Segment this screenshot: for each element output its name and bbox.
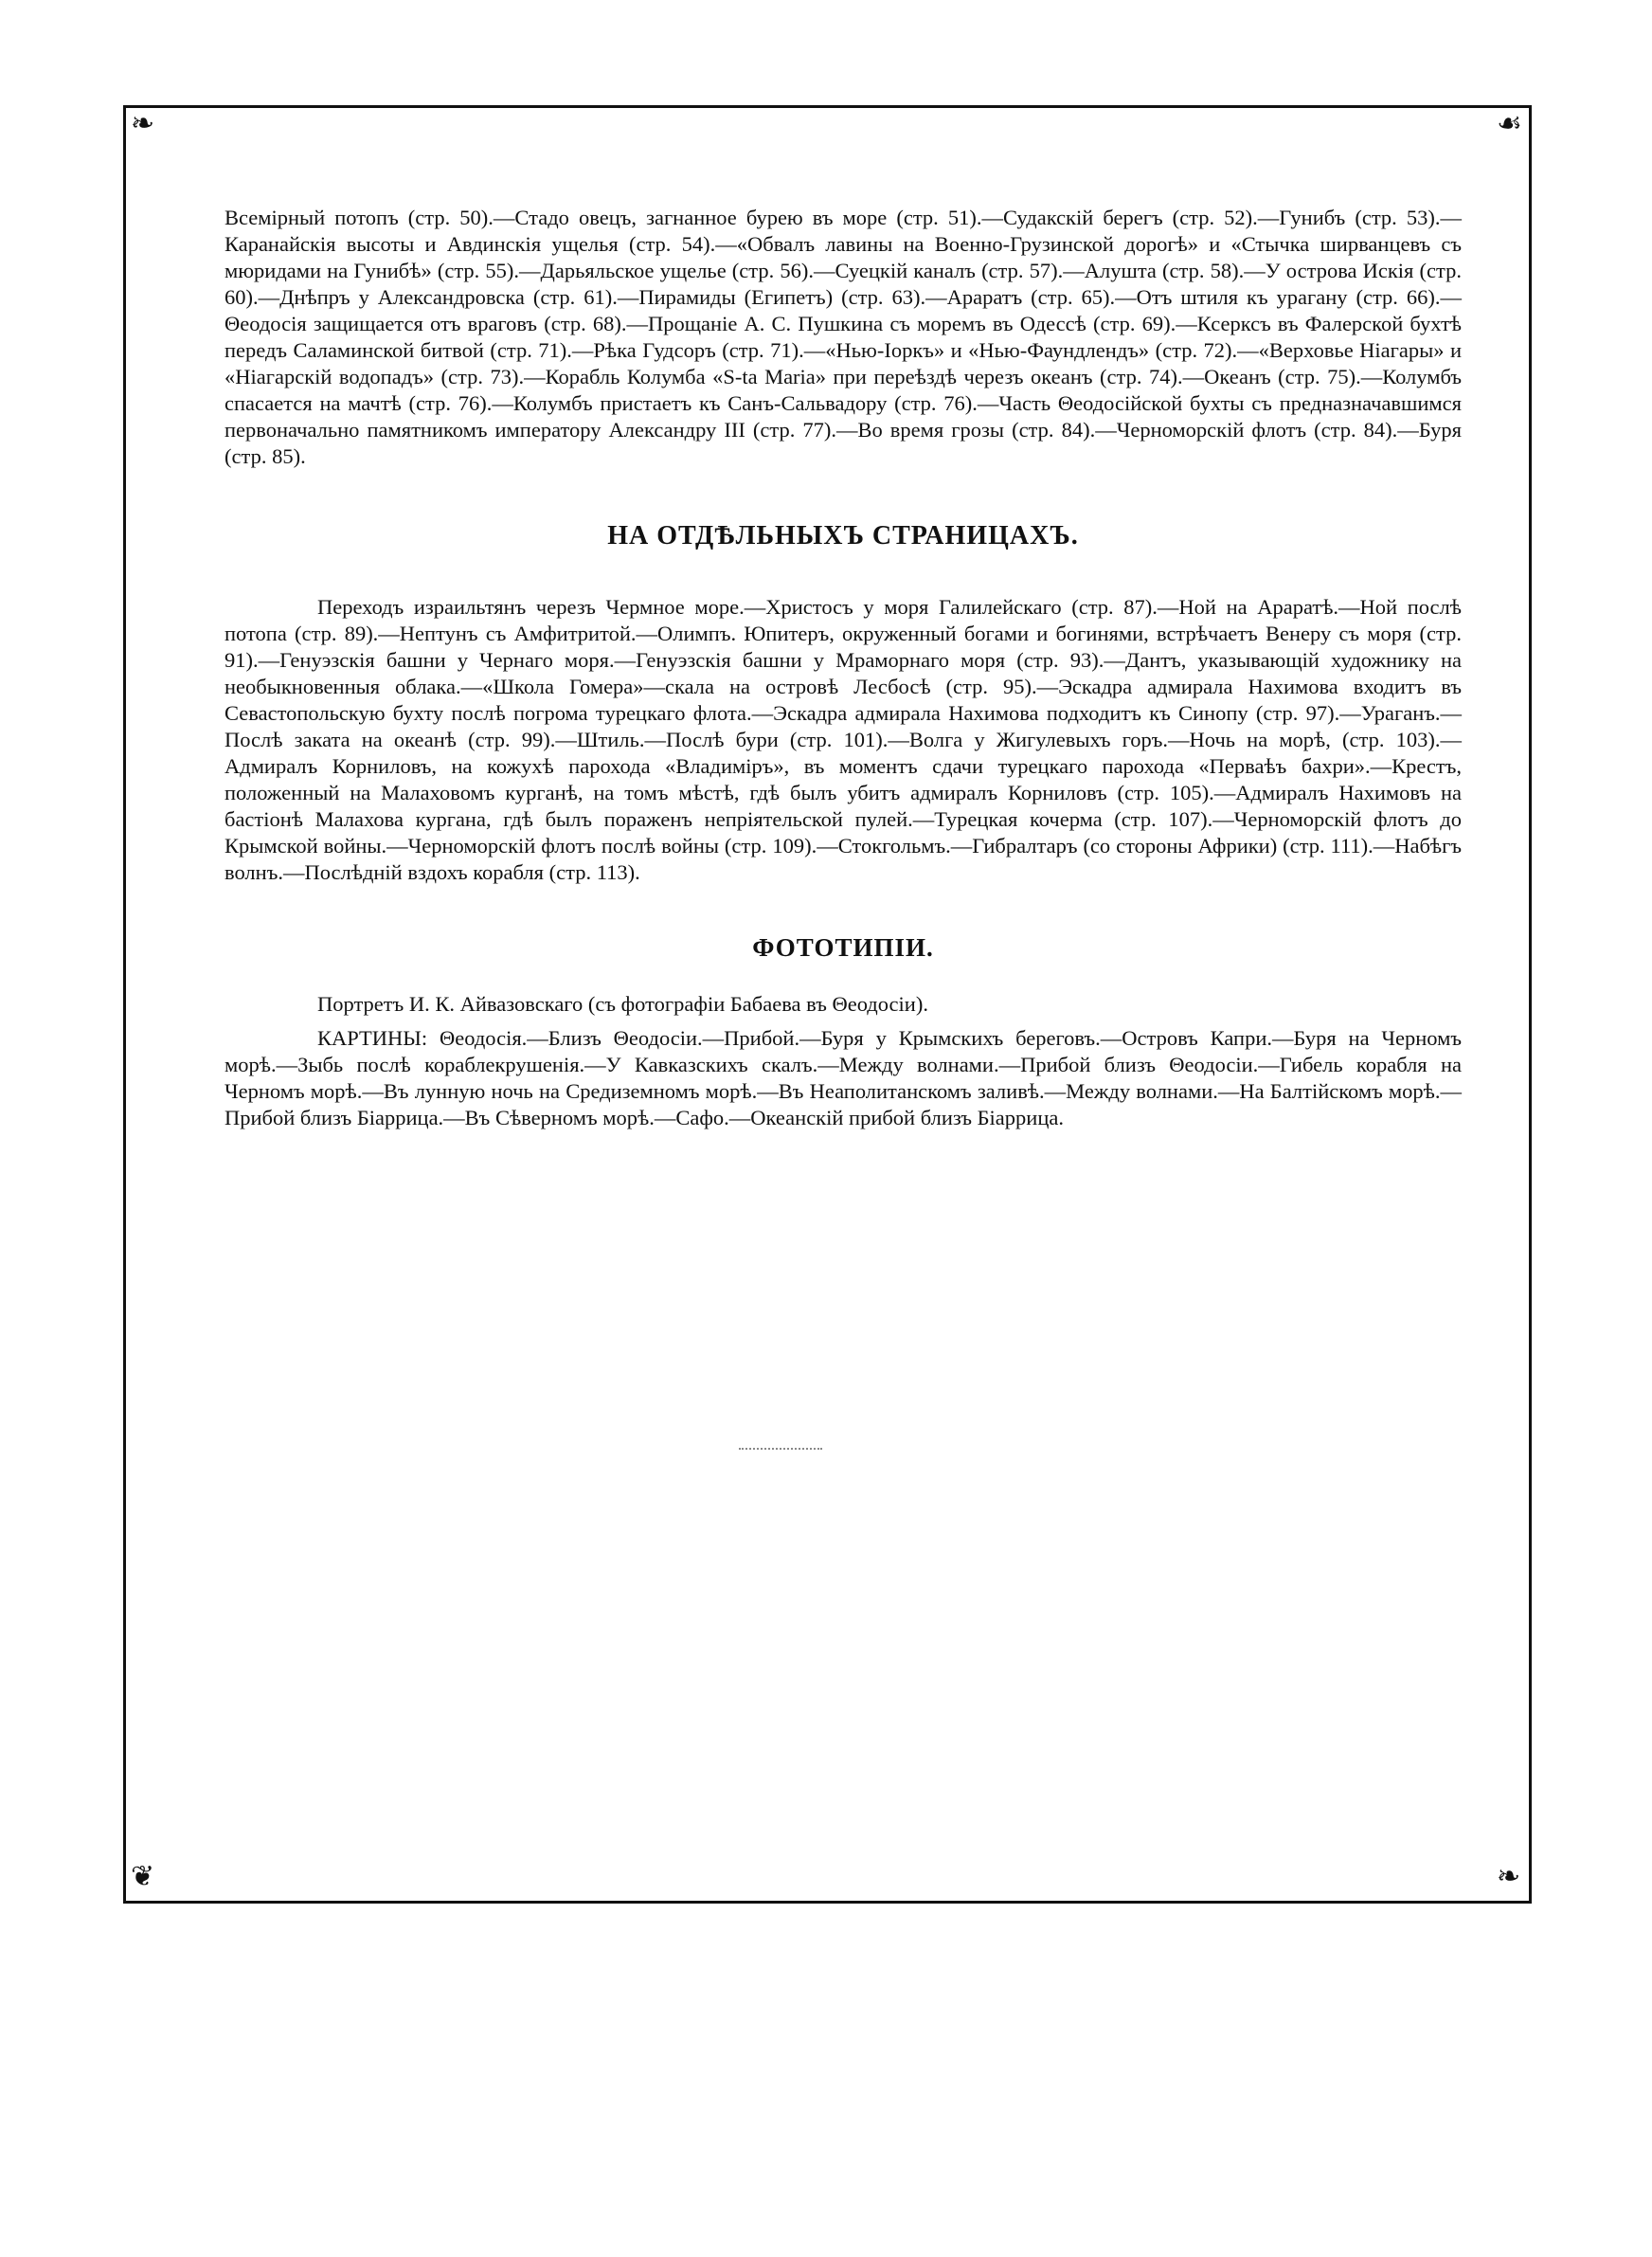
portrait-entry: Портретъ И. К. Айвазовскаго (съ фотографіи Бабаева въ Θеодосіи). (317, 992, 928, 1016)
closing-dotted-rule (739, 1448, 822, 1450)
separate-pages-heading: НА ОТДѢЛЬНЫХЪ СТРАНИЦАХЪ. (607, 521, 1079, 551)
phototypes-heading: ФОТОТИПІИ. (752, 933, 934, 962)
illustrations-list-paragraph: Всемірный потопъ (стр. 50).—Стадо овецъ, загнанное бурею въ море (стр. 51).—Судакскій берегъ (стр. 52).—Гунибъ (стр. 53).—Каранайскія высоты и Авдинскія ущелья (стр. 54).—«Обвалъ лавины на Военно-Грузинской дорогѣ» и «Стычка ширванцевъ съ мюридами на Гунибѣ» (стр. 55).—Дарьяльское ущелье (стр. 56).—Суецкій каналъ (стр. 57).—Алушта (стр. 58).—У острова Искія (стр. 60).—Днѣпръ у Александровска (стр. 61).—Пирамиды (Египетъ) (стр. 63).—Араратъ (стр. 65).—Отъ штиля къ урагану (стр. 66).—Θеодосія защищается отъ враговъ (стр. 68).—Прощаніе А. С. Пушкина съ моремъ въ Одессѣ (стр. 69).—Ксерксъ въ Фалерской бухтѣ передъ Саламинской битвой (стр. 71).—Рѣка Гудсоръ (стр. 71).—«Нью-Іоркъ» и «Нью-Фаундлендъ» (стр. 72).—«Верховье Ніагары» и «Ніагарскій водопадъ» (стр. 73).—Корабль Колумба «S-ta Maria» при переѣздѣ черезъ океанъ (стр. 74).—Океанъ (стр. 75).—Колумбъ спасается на мачтѣ (стр. 76).—Колумбъ пристаетъ къ Санъ-Сальвадору (стр. 76).—Часть Θеодосійской бухты съ предназначавшимся первоначально памятникомъ императору Александру III (стр. 77).—Во время грозы (стр. 84).—Черноморскій флотъ (стр. 84).—Буря (стр. 85). (224, 206, 1462, 468)
spacer (224, 1018, 1462, 1025)
corner-ornament-top-left-icon: ❧ (131, 107, 155, 140)
paintings-list-paragraph: КАРТИНЫ: Θеодосія.—Близъ Θеодосіи.—Прибой.—Буря у Крымскихъ береговъ.—Островъ Капри.—Буря на Черномъ морѣ.—Зыбь послѣ кораблекрушенія.—У Кавказскихъ скалъ.—Между волнами.—Прибой близъ Θеодосіи.—Гибель корабля на Черномъ морѣ.—Въ лунную ночь на Средиземномъ морѣ.—Въ Неаполитанскомъ заливѣ.—Между волнами.—На Балтійскомъ морѣ.—Прибой близъ Біаррица.—Въ Сѣверномъ морѣ.—Сафо.—Океанскій прибой близъ Біаррица. (224, 1026, 1462, 1129)
corner-ornament-bottom-right-icon: ❧ (1497, 1860, 1521, 1893)
separate-pages-paragraph: Переходъ израильтянъ черезъ Чермное море.—Христосъ у моря Галилейскаго (стр. 87).—Ной на Араратѣ.—Ной послѣ потопа (стр. 89).—Нептунъ съ Амфитритой.—Олимпъ. Юпитеръ, окруженный богами и богинями, встрѣчаетъ Венеру съ моря (стр. 91).—Генуэзскія башни у Чернаго моря.—Генуэзскія башни у Мраморнаго моря (стр. 93).—Дантъ, указывающій художнику на необыкновенныя облака.—«Школа Гомера»—скала на островѣ Лесбосѣ (стр. 95).—Эскадра адмирала Нахимова входитъ въ Севастопольскую бухту послѣ погрома турецкаго флота.—Эскадра адмирала Нахимова подходитъ къ Синопу (стр. 97).—Ураганъ.—Послѣ заката на океанѣ (стр. 99).—Штиль.—Послѣ бури (стр. 101).—Волга у Жигулевыхъ горъ.—Ночь на морѣ, (стр. 103).—Адмиралъ Корниловъ, на кожухѣ парохода «Владиміръ», въ моментъ сдачи турецкаго парохода «Перваѣъ бахри».—Крестъ, положенный на Малаховомъ курганѣ, на томъ мѣстѣ, гдѣ былъ убитъ адмиралъ Корниловъ (стр. 105).—Адмиралъ Нахимовъ на бастіонѣ Малахова кургана, гдѣ былъ пораженъ непріятельской пулей.—Турецкая кочерма (стр. 107).—Черноморскій флотъ до Крымской войны.—Черноморскій флотъ послѣ войны (стр. 109).—Стокгольмъ.—Гибралтаръ (со стороны Африки) (стр. 111).—Набѣгъ волнъ.—Послѣдній вздохъ корабля (стр. 113). (224, 595, 1462, 884)
corner-ornament-bottom-left-icon: ❦ (131, 1860, 155, 1893)
page-content (224, 205, 1462, 1131)
corner-ornament-top-right-icon: ☙ (1497, 107, 1522, 140)
